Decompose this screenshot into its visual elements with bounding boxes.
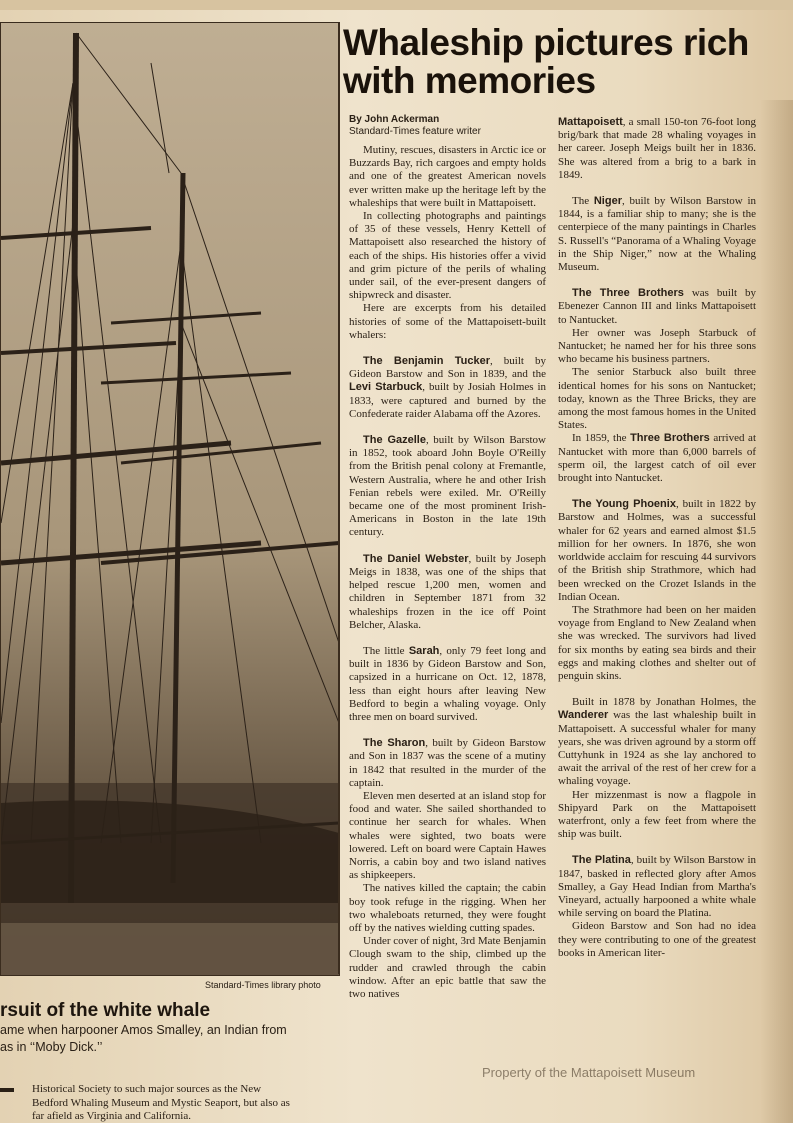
paragraph-text: , built by Gideon Barstow and Son in 1839, and the (349, 355, 547, 381)
ship-name: The Three Brothers (572, 287, 684, 300)
paragraph: Mutiny, rescues, disasters in Arctic ice or Buzzards Bay, rich cargoes and empty holds and one of the greatest American novels ever written make up the heritage left by the whaleships that were built in Mattapoisett. (349, 144, 546, 209)
paragraph-webster (349, 553, 546, 632)
paragraph-niger (558, 195, 756, 274)
paragraph-text: Built in 1878 by Jonathan Holmes, the (572, 696, 756, 709)
caption-line-2: as in ‘‘Moby Dick.’’ (0, 1040, 103, 1054)
paragraph-text: , built in 1822 by Barstow and Holmes, was a successful whaler for 62 years and earned almost $1.5 million for her owners. In 1876, she won worldwide acclaim for rescuing 44 survivors of the British ship Strathmore, which had been wrecked on the Crozet Islands in the Indian Ocean. (558, 498, 757, 603)
museum-watermark: Property of the Mattapoisett Museum (482, 1065, 696, 1080)
paragraph-three-brothers (558, 287, 756, 327)
page-edge-shadow (760, 100, 793, 1123)
ship-name: The Sharon (363, 737, 426, 750)
paragraph (558, 432, 756, 485)
ship-name: Niger (593, 195, 622, 208)
ship-name: Mattapoisett (558, 116, 623, 128)
paragraph-text: In 1859, the (572, 432, 631, 445)
paragraph-text: , a small 150-ton 76-foot long brig/bark that made 28 whaling voyages in her career. Joseph Meigs built her in 1836. She was altered from a brig to a bark in 1849. (558, 116, 756, 181)
paragraph-text: was the last whaleship built in Mattapoisett. A successful whaler for many years, she was driven aground by a storm off Cuttyhunk in 1924 as she lay anchored to await the arrival of the rest of her crew for a whaling voyage. (558, 709, 756, 788)
ship-name: Sarah (408, 644, 440, 657)
bottom-text-line-2: Bedford Whaling Museum and Mystic Seaport, but also as (32, 1097, 290, 1109)
paragraph-text: , built by Wilson Barstow in 1847, basked in reflected glory after Amos Smalley, a Gay Head Indian from Martha's Vineyard, actually harpooned a white whale while serving on board the Platina. (558, 854, 756, 920)
caption-line-1: ame when harpooner Amos Smalley, an Indian from (0, 1023, 287, 1037)
paragraph-text: The little (363, 644, 409, 657)
paragraph: The natives killed the captain; the cabin boy took refuge in the rigging. When her two whaleboats returned, they were fought off by the natives wielding cutting spades. (349, 882, 546, 934)
ship-name: Three Brothers (630, 432, 710, 445)
paragraph-wanderer (558, 696, 756, 788)
ship-name: The Platina (572, 854, 631, 867)
bullet-mark (0, 1088, 14, 1092)
paragraph-tucker (349, 355, 546, 421)
paragraph: The Strathmore had been on her maiden voyage from England to New Zealand when she was wrecked. The survivors had lived for six months by eating sea birds and their eggs and making clothes and shelter out of penguin skins. (558, 603, 756, 682)
photo-border (338, 22, 339, 974)
paragraph-text: , built by Josiah Holmes in 1833, were captured and burned by the Confederate raider Alabama off the Azores. (349, 381, 546, 420)
ship-name: The Daniel Webster (363, 552, 469, 565)
byline: By John Ackerman (349, 114, 440, 125)
ship-name: The Gazelle (363, 434, 426, 447)
paragraph-sarah (349, 645, 546, 724)
ship-name: Wanderer (558, 709, 609, 722)
paragraph-platina (558, 854, 756, 920)
paragraph-text: arrived at Nantucket with more than 6,000 barrels of sperm oil, the largest catch of oil ever brought into Nantucket. (558, 432, 756, 485)
paragraph: Her mizzenmast is now a flagpole in Shipyard Park on the Mattapoisett waterfront, only a few feet from where the ship was built. (558, 788, 756, 841)
bottom-text-line-3: far afield as Virginia and California. (32, 1110, 191, 1122)
paragraph-text: , built by Gideon Barstow and Son in 1837 was the scene of a mutiny in 1842 that resulted in the murder of the captain. (349, 737, 546, 789)
bottom-text-line-1: Historical Society to such major sources as the New (32, 1083, 262, 1095)
ship-name: The Benjamin Tucker (363, 355, 491, 368)
ship-name: The Young Phoenix (572, 498, 676, 511)
paragraph-young-phoenix (558, 498, 756, 604)
article-column-1 (349, 114, 546, 1014)
paragraph-sharon (349, 737, 546, 790)
paragraph: Her owner was Joseph Starbuck of Nantucket; he named her for his three sons who became his business partners. (558, 326, 756, 366)
ship-name: Levi Starbuck (349, 381, 423, 394)
paragraph: The senior Starbuck also built three identical homes for his sons on Nantucket; today, known as the Three Bricks, they are among the most famous homes in the United States. (558, 366, 756, 432)
byline-role: Standard-Times feature writer (349, 126, 481, 137)
paragraph-mattapoisett (558, 116, 756, 182)
paragraph-text: , built by Wilson Barstow in 1852, took aboard John Boyle O'Reilly from the British penal colony at Fremantle, Western Australia, where he and other Irish Fenian rebels were exiled. Mr. O'Reilly became one of the most prominent Irish-Americans in Boston in the late 19th century. (349, 434, 546, 539)
article-column-2 (558, 116, 756, 973)
top-cutoff-strip (0, 0, 793, 10)
paragraph-text: was built by Ebenezer Cannon III and links Mattapoisett to Nantucket. (558, 287, 757, 326)
paragraph-text: , built by Joseph Meigs in 1838, was one of the ships that helped rescue 1,200 men, women and children in September 1871 from 32 whaleships frozen in the ice off Point Belcher, Alaska. (349, 552, 546, 631)
paragraph: Here are excerpts from his detailed histories of some of the Mattapoisett-built whalers: (349, 302, 546, 341)
paragraph-text: , only 79 feet long and built in 1836 by Gideon Barstow and Son, capsized in a hurricane on Oct. 12, 1878, less than eight hours after leaving New Bedford to begin a whaling voyage. Only three men on board survived. (349, 644, 547, 723)
article-headline: Whaleship pictures rich with memories (343, 22, 749, 101)
paragraph: Eleven men deserted at an island stop for food and water. She sailed shorthanded to continue her search for whales. When whales were sighted, two boats were lowered. Left on board were Captain Hawes Norris, a cabin boy and two island natives as shipkeepers. (349, 789, 546, 882)
paragraph: Under cover of night, 3rd Mate Benjamin Clough swam to the ship, climbed up the rudder and crawled through the cabin window. After an epic battle that saw the two natives (349, 935, 546, 1000)
paragraph: In collecting photographs and paintings of 35 of these vessels, Henry Kettell of Mattapoisett also researched the history of each of the ships. His histories offer a vivid and grim picture of the perils of whaling under sail, of the ever-present dangers of shipwreck and disaster. (349, 210, 546, 302)
whaleship-photo (0, 22, 340, 976)
paragraph-text: , built by Wilson Barstow in 1844, is a familiar ship to many; she is the centerpiece of the many paintings in Charles S. Russell's “Panorama of a Whaling Voyage in the Ship Niger,” now at the Whaling Museum. (558, 195, 756, 274)
paragraph-gazelle (349, 434, 546, 540)
photo-credit: Standard-Times library photo (205, 980, 321, 990)
paragraph: Gideon Barstow and Son had no idea they were contributing to one of the greatest books in American liter- (558, 920, 756, 959)
caption-title: rsuit of the white whale (0, 1000, 211, 1021)
ship-rigging-drawing (1, 23, 339, 975)
paragraph-text: The (572, 195, 594, 208)
